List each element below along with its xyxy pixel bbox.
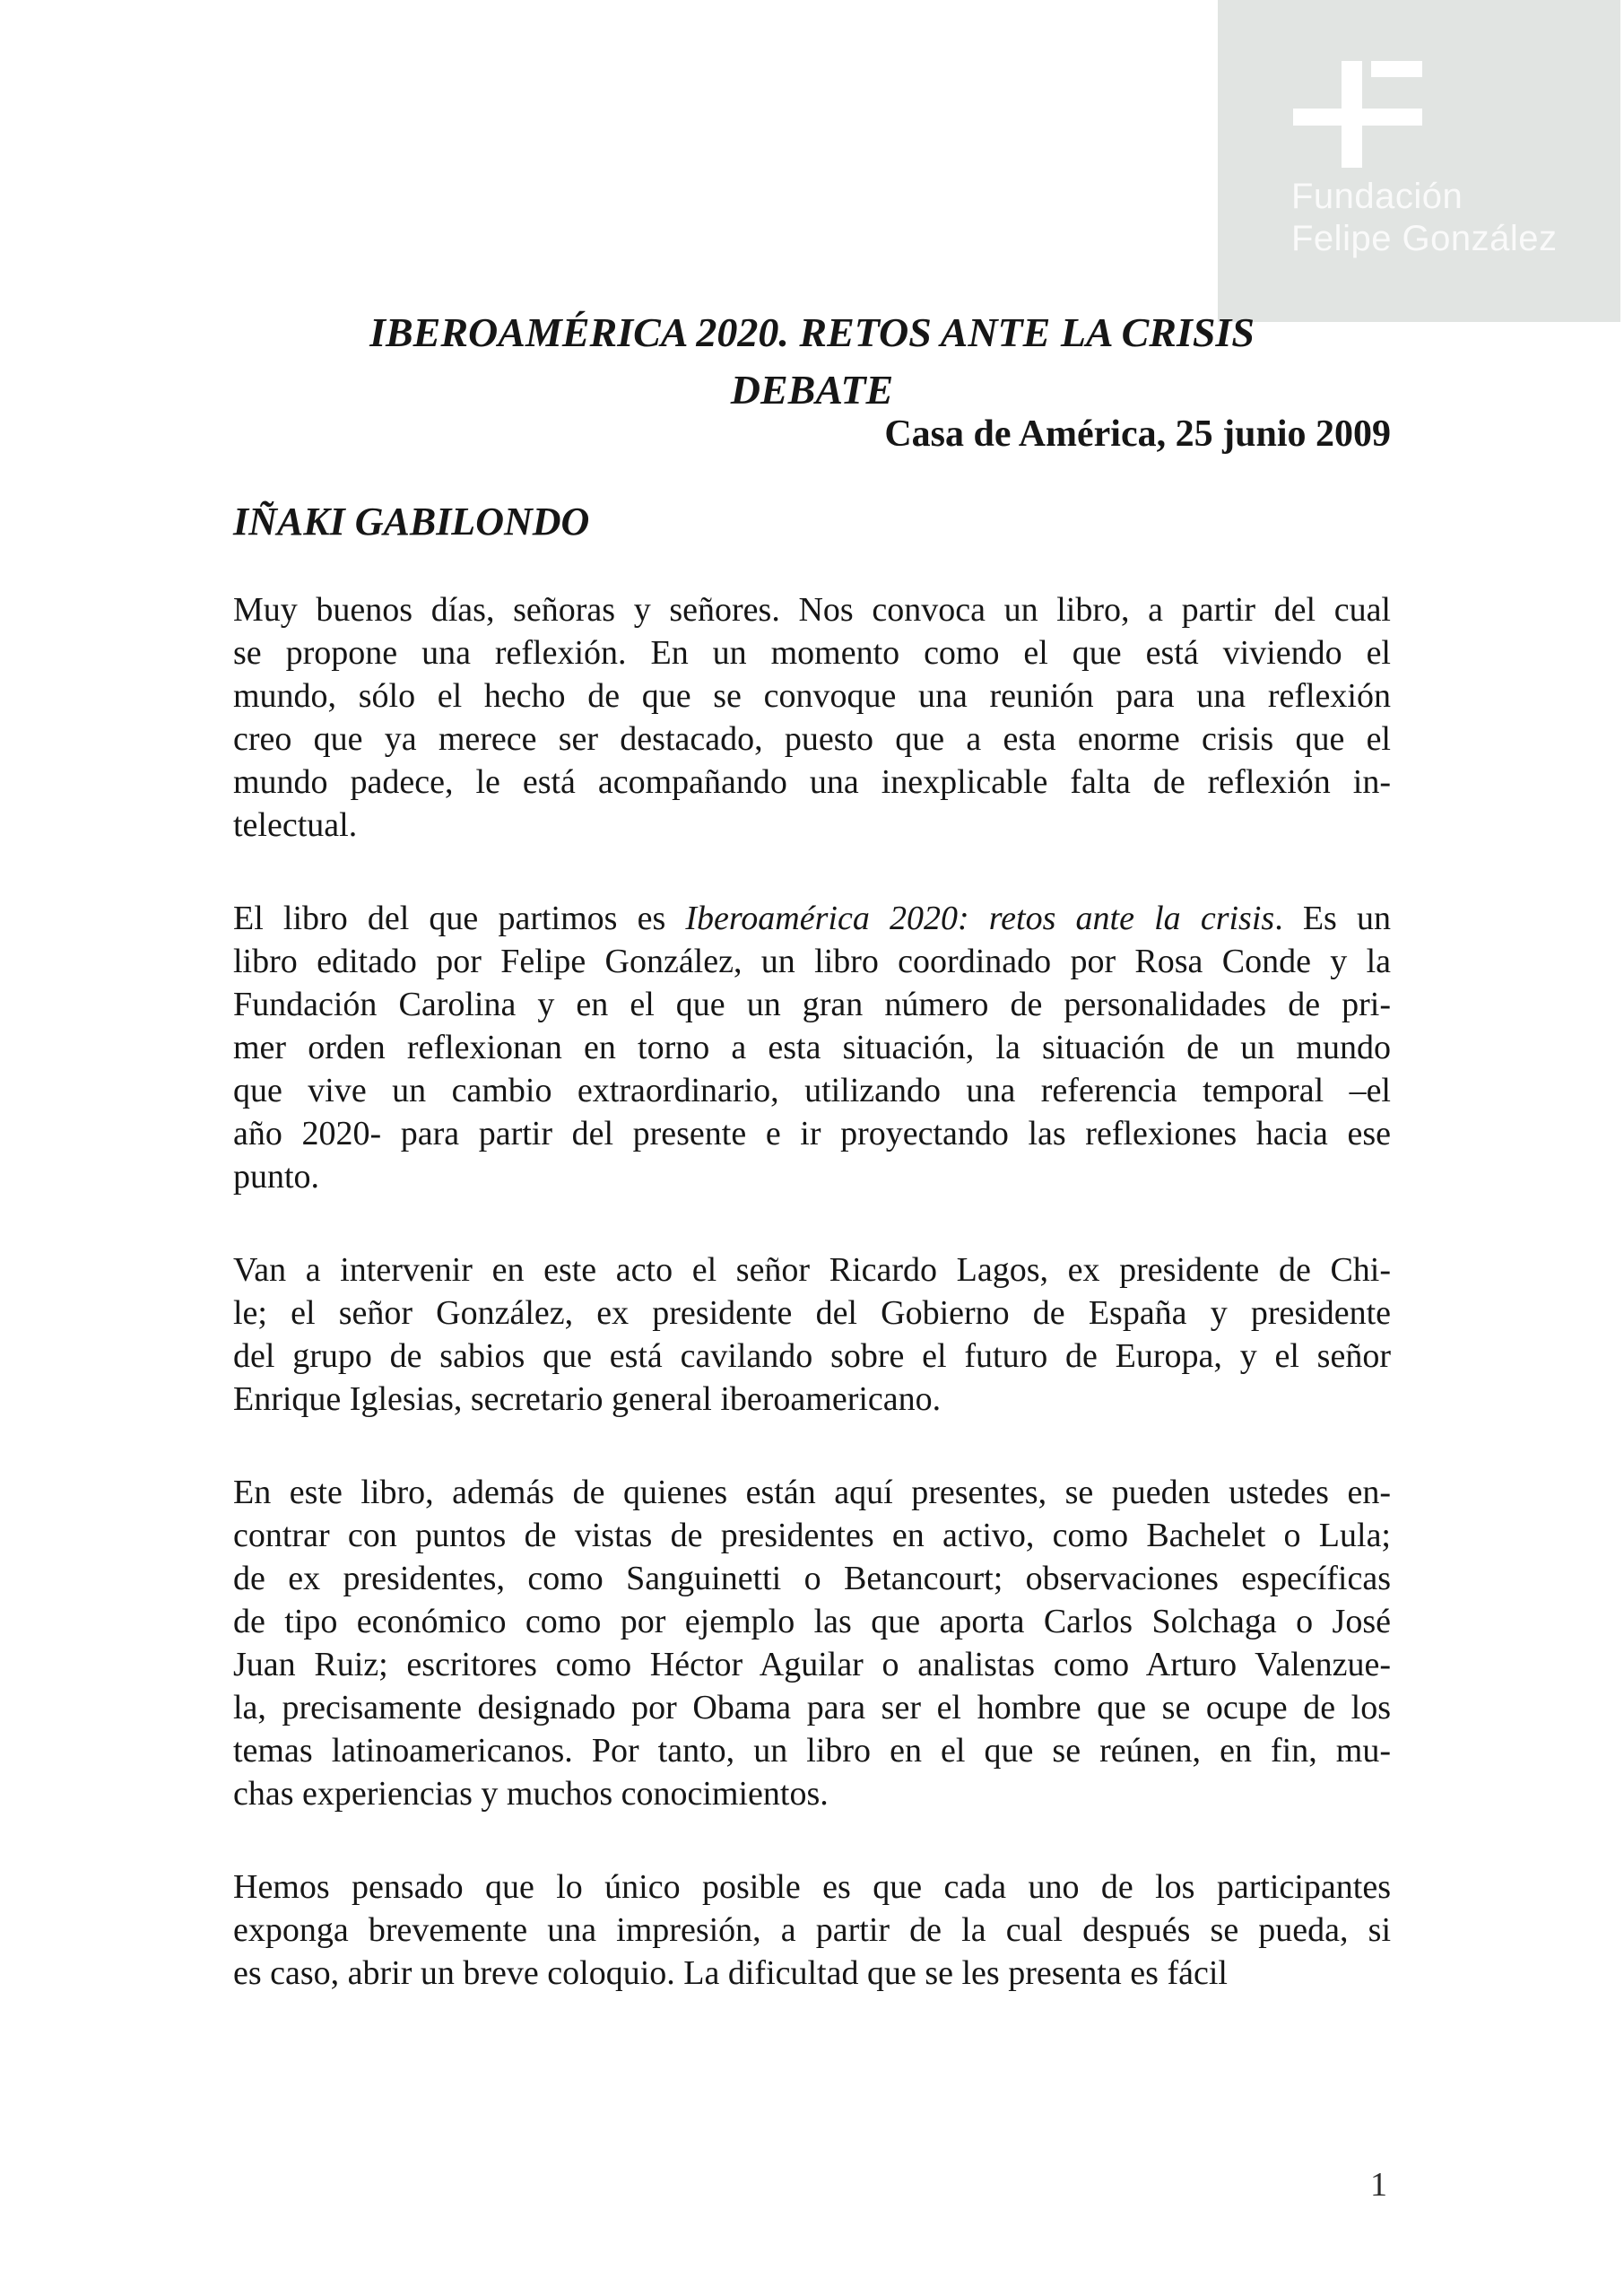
text-line: mer orden reflexionan en torno a esta situación, la situación de un mundo (233, 1029, 1391, 1066)
text-line: es caso, abrir un breve coloquio. La dificultad que se les presenta es fácil (233, 1954, 1228, 1992)
text-line: se propone una reflexión. En un momento como el que está viviendo el (233, 634, 1391, 672)
text-line: que vive un cambio extraordinario, utilizando una referencia temporal –el (233, 1072, 1391, 1109)
text-line: libro editado por Felipe González, un libro coordinado por Rosa Conde y la (233, 943, 1391, 980)
text-line: creo que ya merece ser destacado, puesto que a esta enorme crisis que el (233, 720, 1391, 758)
text-line: contrar con puntos de vistas de presidentes en activo, como Bachelet o Lula; (233, 1517, 1391, 1554)
page-number: 1 (1370, 2166, 1387, 2204)
text-line: telectual. (233, 806, 358, 844)
event-dateline: Casa de América, 25 junio 2009 (884, 413, 1391, 455)
logo-wordmark-line2: Felipe González (1291, 219, 1558, 258)
logo-wordmark-line1: Fundación (1291, 177, 1463, 216)
text-line: del grupo de sabios que está cavilando sobre el futuro de Europa, y el señor (233, 1337, 1391, 1375)
text-line: de ex presidentes, como Sanguinetti o Betancourt; observaciones específicas (233, 1560, 1391, 1597)
text-line: Hemos pensado que lo único posible es que cada uno de los participantes (233, 1868, 1391, 1906)
text-line: punto. (233, 1158, 320, 1196)
text-line: temas latinoamericanos. Por tanto, un libro en el que se reúnen, en fin, mu- (233, 1732, 1391, 1770)
text-line: En este libro, además de quienes están aquí presentes, se pueden ustedes en- (233, 1474, 1391, 1511)
logo-wordmark (1291, 176, 1558, 260)
text-line: Muy buenos días, señoras y señores. Nos convoca un libro, a partir del cual (233, 591, 1391, 629)
text-line: Fundación Carolina y en el que un gran número de personalidades de pri- (233, 986, 1391, 1023)
speaker-name: IÑAKI GABILONDO (233, 500, 590, 544)
text-line: le; el señor González, ex presidente del Gobierno de España y presidente (233, 1294, 1391, 1332)
text-line: de tipo económico como por ejemplo las que aporta Carlos Solchaga o José (233, 1603, 1391, 1640)
paragraph (233, 897, 1391, 1198)
text-line: año 2020- para partir del presente e ir proyectando las reflexiones hacia ese (233, 1115, 1391, 1152)
logo-plus-horizontal-bar (1293, 109, 1422, 126)
text-line: la, precisamente designado por Obama para ser el hombre que se ocupe de los (233, 1689, 1391, 1726)
text-line: El libro del que partimos es Iberoamérica 2020: retos ante la crisis. Es un (233, 900, 1391, 937)
text-line: exponga brevemente una impresión, a partir de la cual después se pueda, si (233, 1911, 1391, 1949)
logo-f-top-bar (1371, 61, 1422, 77)
paragraph (233, 1866, 1391, 1995)
fundacion-felipe-gonzalez-logo (1218, 0, 1620, 322)
paragraph (233, 588, 1391, 847)
document-title: IBEROAMÉRICA 2020. RETOS ANTE LA CRISIS (369, 309, 1255, 355)
text-line: Enrique Iglesias, secretario general iberoamericano. (233, 1380, 942, 1418)
text-line: mundo padece, le está acompañando una inexplicable falta de reflexión in- (233, 763, 1391, 801)
text-line: Van a intervenir en este acto el señor Ricardo Lagos, ex presidente de Chi- (233, 1251, 1391, 1289)
paragraph (233, 1471, 1391, 1815)
body-text (233, 588, 1391, 2045)
text-line: chas experiencias y muchos conocimientos. (233, 1775, 829, 1813)
text-line: mundo, sólo el hecho de que se convoque una reunión para una reflexión (233, 677, 1391, 715)
text-line: Juan Ruiz; escritores como Héctor Aguilar o analistas como Arturo Valenzue- (233, 1646, 1391, 1683)
paragraph (233, 1248, 1391, 1421)
document-subtitle: DEBATE (730, 367, 894, 413)
